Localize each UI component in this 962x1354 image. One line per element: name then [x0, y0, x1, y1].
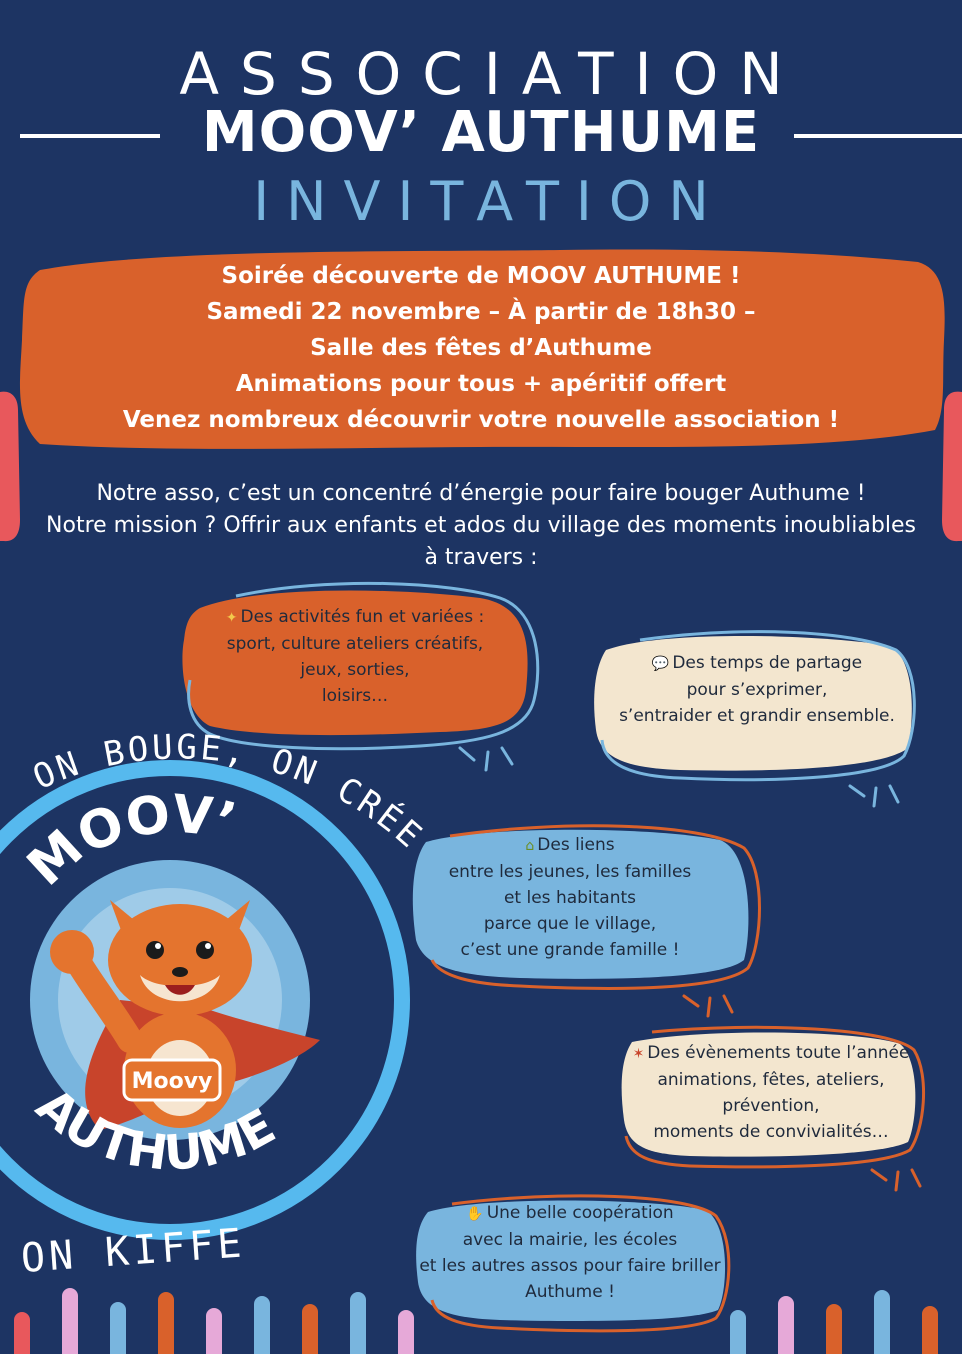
bubble-sharing-line-3: s’entraider et grandir ensemble. — [619, 706, 895, 726]
bubble-events-line-2: animations, fêtes, ateliers, — [657, 1070, 885, 1090]
slogan-bottom: ON KIFFE — [19, 1220, 247, 1282]
speech-bubble-icon: 💬 — [651, 656, 670, 672]
bubble-cooperation-line-3: et les autres assos pour faire briller — [419, 1256, 721, 1276]
bubble-sharing-line-2: pour s’exprimer, — [686, 680, 828, 700]
bubble-links-line-2: entre les jeunes, les familles — [448, 862, 692, 882]
handshake-icon: ✋ — [466, 1206, 484, 1222]
bubble-links-line-5: c’est une grande famille ! — [460, 940, 680, 960]
bubble-activities-line-4: loisirs… — [321, 686, 389, 706]
mascot-name: Moovy — [131, 1069, 213, 1094]
sparkles-icon: ✦ — [225, 610, 238, 626]
bubble-events-line-1: Des évènements toute l’année — [647, 1043, 910, 1063]
event-offer: Animations pour tous + apéritif offert — [235, 371, 727, 397]
bubble-sharing-line-1: Des temps de partage — [672, 653, 863, 673]
header-invitation: INVITATION — [253, 170, 726, 233]
intro-line-2: Notre mission ? Offrir aux enfants et ados du village des moments inoubliables — [46, 513, 916, 538]
event-location: Salle des fêtes d’Authume — [310, 335, 652, 361]
intro-line-3: à travers : — [424, 545, 538, 570]
slogan-top: ON BOUGE, ON CRÉE — [27, 727, 432, 858]
bubble-activities-line-3: jeux, sorties, — [300, 660, 410, 680]
bubble-activities-line-1: Des activités fun et variées : — [240, 607, 485, 627]
mascot-badge — [124, 1060, 220, 1100]
party-popper-icon: ✶ — [632, 1046, 645, 1062]
bubble-links-line-1: Des liens — [537, 835, 615, 855]
bubble-links-line-3: et les habitants — [503, 888, 637, 908]
bubble-cooperation-line-4: Authume ! — [525, 1282, 615, 1302]
bubble-cooperation-line-1: Une belle coopération — [486, 1203, 674, 1223]
intro-line-1: Notre asso, c’est un concentré d’énergie pour faire bouger Authume ! — [96, 481, 866, 506]
header-association: ASSOCIATION — [179, 40, 804, 108]
bubble-links-line-4: parce que le village, — [483, 914, 657, 934]
house-icon: ⌂ — [525, 838, 535, 854]
event-title: Soirée découverte de MOOV AUTHUME ! — [221, 263, 741, 289]
logo-bottom-text: AUTHUME — [25, 1077, 285, 1182]
logo-top-text: MOOV’ — [16, 784, 242, 898]
bubble-events-line-3: prévention, — [722, 1096, 820, 1116]
header-association-name: MOOV’ AUTHUME — [201, 100, 761, 165]
bubble-cooperation-line-2: avec la mairie, les écoles — [462, 1230, 678, 1250]
bubble-activities-line-2: sport, culture ateliers créatifs, — [226, 634, 484, 654]
bubble-events-line-4: moments de convivialités… — [653, 1122, 889, 1142]
event-date: Samedi 22 novembre – À partir de 18h30 – — [206, 299, 756, 325]
event-call-to-action: Venez nombreux découvrir votre nouvelle association ! — [122, 407, 840, 433]
